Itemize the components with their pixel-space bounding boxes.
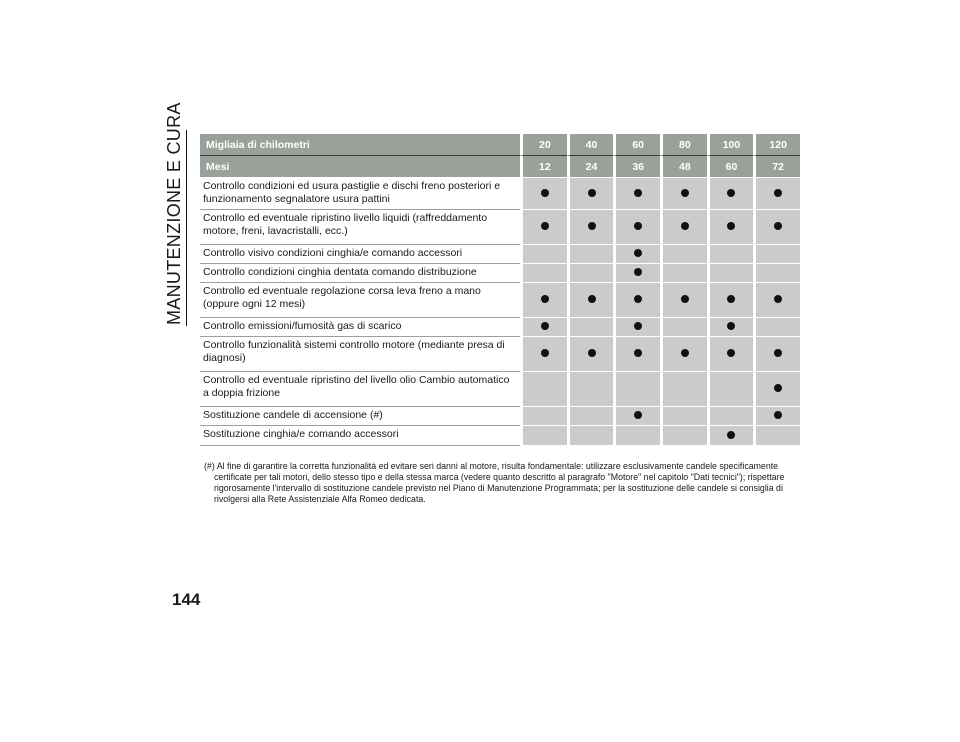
- row-label: Controllo visivo condizioni cinghia/e comando accessori: [200, 245, 520, 264]
- header-km-value: 60: [613, 134, 660, 156]
- header-months-value: 60: [707, 156, 754, 178]
- schedule-cell: [753, 318, 800, 337]
- scheduled-dot-icon: [541, 322, 549, 330]
- header-months-value: 24: [567, 156, 614, 178]
- maintenance-schedule-table: [200, 134, 800, 446]
- section-title: MANUTENZIONE E CURA: [164, 102, 184, 325]
- schedule-cell: [567, 407, 614, 426]
- header-months-label: Mesi: [200, 156, 520, 178]
- schedule-cell: [613, 426, 660, 446]
- scheduled-dot-icon: [774, 222, 782, 230]
- scheduled-dot-icon: [727, 222, 735, 230]
- row-label: Controllo emissioni/fumosità gas di scarico: [200, 318, 520, 337]
- schedule-cell: [660, 337, 707, 372]
- scheduled-dot-icon: [588, 349, 596, 357]
- page-number: 144: [172, 590, 201, 609]
- schedule-cell: [613, 372, 660, 407]
- scheduled-dot-icon: [727, 431, 735, 439]
- scheduled-dot-icon: [681, 349, 689, 357]
- scheduled-dot-icon: [588, 189, 596, 197]
- scheduled-dot-icon: [681, 295, 689, 303]
- schedule-cell: [520, 210, 567, 245]
- schedule-cell: [567, 178, 614, 210]
- schedule-cell: [707, 337, 754, 372]
- schedule-cell: [707, 245, 754, 264]
- schedule-cell: [520, 264, 567, 283]
- scheduled-dot-icon: [774, 384, 782, 392]
- header-row-km: [200, 134, 800, 156]
- schedule-cell: [707, 210, 754, 245]
- schedule-cell: [613, 245, 660, 264]
- schedule-cell: [613, 210, 660, 245]
- scheduled-dot-icon: [634, 222, 642, 230]
- scheduled-dot-icon: [634, 189, 642, 197]
- schedule-cell: [567, 264, 614, 283]
- header-km-value: 100: [707, 134, 754, 156]
- scheduled-dot-icon: [634, 322, 642, 330]
- table-row: [200, 245, 800, 264]
- header-months-value: 72: [753, 156, 800, 178]
- header-km-value: 80: [660, 134, 707, 156]
- schedule-cell: [753, 372, 800, 407]
- scheduled-dot-icon: [588, 295, 596, 303]
- schedule-cell: [520, 283, 567, 318]
- schedule-cell: [520, 407, 567, 426]
- schedule-cell: [567, 210, 614, 245]
- schedule-cell: [707, 318, 754, 337]
- scheduled-dot-icon: [541, 349, 549, 357]
- table-row: [200, 426, 800, 446]
- schedule-cell: [520, 245, 567, 264]
- row-label: Sostituzione candele di accensione (#): [200, 407, 520, 426]
- section-divider: [186, 130, 187, 326]
- scheduled-dot-icon: [774, 295, 782, 303]
- schedule-cell: [660, 283, 707, 318]
- schedule-cell: [567, 245, 614, 264]
- row-label: Controllo condizioni cinghia dentata comando distribuzione: [200, 264, 520, 283]
- scheduled-dot-icon: [634, 268, 642, 276]
- schedule-cell: [660, 210, 707, 245]
- schedule-cell: [660, 178, 707, 210]
- schedule-cell: [520, 178, 567, 210]
- row-label: Controllo funzionalità sistemi controllo motore (mediante presa di diagnosi): [200, 337, 520, 372]
- schedule-cell: [567, 318, 614, 337]
- schedule-cell: [753, 210, 800, 245]
- schedule-cell: [707, 283, 754, 318]
- schedule-cell: [613, 337, 660, 372]
- scheduled-dot-icon: [634, 411, 642, 419]
- row-label: Controllo ed eventuale regolazione corsa leva freno a mano (oppure ogni 12 mesi): [200, 283, 520, 318]
- scheduled-dot-icon: [541, 295, 549, 303]
- schedule-cell: [753, 283, 800, 318]
- row-label: Controllo ed eventuale ripristino del livello olio Cambio automatico a doppia frizione: [200, 372, 520, 407]
- table-row: [200, 372, 800, 407]
- header-km-label: Migliaia di chilometri: [200, 134, 520, 156]
- scheduled-dot-icon: [634, 349, 642, 357]
- scheduled-dot-icon: [541, 189, 549, 197]
- schedule-cell: [520, 426, 567, 446]
- schedule-cell: [613, 264, 660, 283]
- schedule-cell: [707, 178, 754, 210]
- schedule-cell: [707, 264, 754, 283]
- schedule-cell: [753, 337, 800, 372]
- table-row: [200, 283, 800, 318]
- schedule-cell: [613, 407, 660, 426]
- header-km-value: 40: [567, 134, 614, 156]
- schedule-cell: [660, 264, 707, 283]
- schedule-cell: [753, 245, 800, 264]
- table-row: [200, 210, 800, 245]
- scheduled-dot-icon: [774, 411, 782, 419]
- header-months-value: 48: [660, 156, 707, 178]
- schedule-cell: [660, 407, 707, 426]
- header-row-months: [200, 156, 800, 178]
- header-months-value: 36: [613, 156, 660, 178]
- table-row: [200, 318, 800, 337]
- schedule-cell: [520, 372, 567, 407]
- footnote: (#) Al fine di garantire la corretta funzionalità ed evitare seri danni al motore, risulta fondamentale: utilizzare esclusivamente candele specificamente certificate per tali motori, dello stesso tipo e della stessa marca (vedere quanto descritto al paragrafo "Motore" nel capitolo "Dati tecnici"); rispettare rigorosamente l'intervallo di sostituzione candele previsto nel Piano di Manutenzione Programmata; per la sostituzione delle candele si consiglia di rivolgersi alla Rete Assistenziale Alfa Romeo dedicata.: [204, 461, 785, 504]
- header-km-value: 120: [753, 134, 800, 156]
- scheduled-dot-icon: [774, 349, 782, 357]
- scheduled-dot-icon: [541, 222, 549, 230]
- scheduled-dot-icon: [588, 222, 596, 230]
- scheduled-dot-icon: [634, 295, 642, 303]
- scheduled-dot-icon: [681, 189, 689, 197]
- schedule-cell: [567, 426, 614, 446]
- row-label: Controllo condizioni ed usura pastiglie e dischi freno posteriori e funzionamento segnalatore usura pattini: [200, 178, 520, 210]
- schedule-cell: [660, 318, 707, 337]
- schedule-cell: [520, 318, 567, 337]
- scheduled-dot-icon: [727, 189, 735, 197]
- table-row: [200, 337, 800, 372]
- header-months-value: 12: [520, 156, 567, 178]
- schedule-cell: [707, 426, 754, 446]
- row-label: Sostituzione cinghia/e comando accessori: [200, 426, 520, 446]
- schedule-cell: [660, 245, 707, 264]
- schedule-cell: [660, 426, 707, 446]
- schedule-cell: [660, 372, 707, 407]
- scheduled-dot-icon: [774, 189, 782, 197]
- table-row: [200, 178, 800, 210]
- schedule-cell: [567, 283, 614, 318]
- scheduled-dot-icon: [727, 349, 735, 357]
- schedule-cell: [707, 372, 754, 407]
- schedule-cell: [753, 264, 800, 283]
- schedule-cell: [613, 283, 660, 318]
- scheduled-dot-icon: [727, 295, 735, 303]
- schedule-cell: [753, 426, 800, 446]
- schedule-cell: [753, 407, 800, 426]
- schedule-cell: [520, 337, 567, 372]
- schedule-cell: [613, 178, 660, 210]
- scheduled-dot-icon: [681, 222, 689, 230]
- row-label: Controllo ed eventuale ripristino livello liquidi (raffreddamento motore, freni, lavacristalli, ecc.): [200, 210, 520, 245]
- table-row: [200, 407, 800, 426]
- header-km-value: 20: [520, 134, 567, 156]
- schedule-cell: [707, 407, 754, 426]
- scheduled-dot-icon: [727, 322, 735, 330]
- schedule-cell: [753, 178, 800, 210]
- scheduled-dot-icon: [634, 249, 642, 257]
- schedule-cell: [567, 372, 614, 407]
- schedule-cell: [613, 318, 660, 337]
- table-row: [200, 264, 800, 283]
- schedule-cell: [567, 337, 614, 372]
